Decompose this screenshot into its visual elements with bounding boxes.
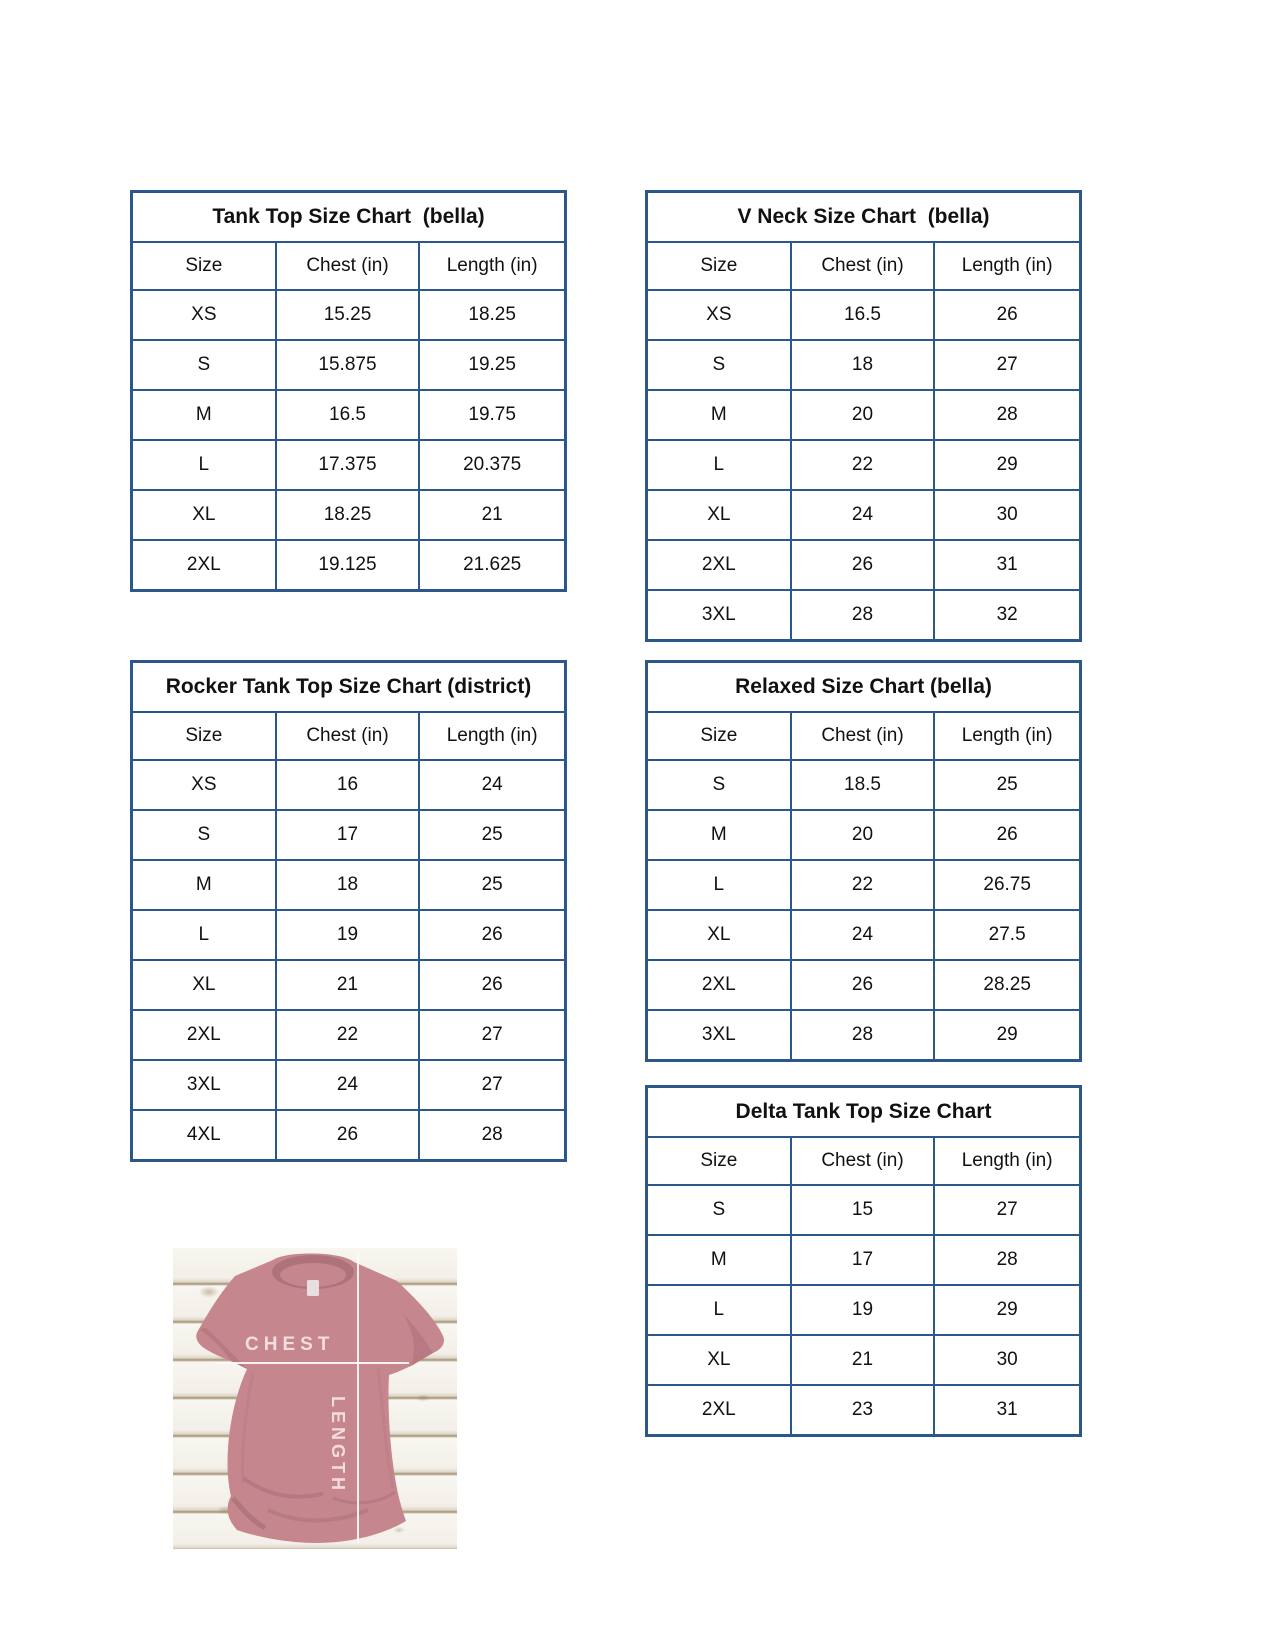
- length-measure-line: [357, 1253, 359, 1543]
- size-cell: 4XL: [133, 1111, 277, 1159]
- column-header: Size: [648, 713, 792, 759]
- length-cell: 24: [481, 774, 503, 795]
- column-header: Chest (in): [792, 713, 936, 759]
- table-header-row: [133, 713, 564, 761]
- table-row: [133, 861, 564, 911]
- chest-cell: 26: [277, 1111, 421, 1159]
- column-header: Length (in): [961, 255, 1053, 276]
- size-cell: S: [648, 1186, 792, 1234]
- table-row: [648, 1011, 1079, 1059]
- size-cell: S: [133, 811, 277, 859]
- size-cell: M: [133, 861, 277, 909]
- length-cell: 32: [996, 604, 1018, 625]
- table-row: [648, 341, 1079, 391]
- length-cell: 27: [481, 1074, 503, 1095]
- table-row: [133, 1061, 564, 1111]
- table-row: [648, 541, 1079, 591]
- column-header: Size: [133, 713, 277, 759]
- length-cell: 19.25: [468, 354, 516, 375]
- chest-cell: 26: [792, 541, 936, 589]
- table-row: [133, 1111, 564, 1159]
- table-row: [648, 1236, 1079, 1286]
- tshirt-measurement-photo: [173, 1248, 457, 1549]
- column-header: Length (in): [961, 725, 1053, 746]
- length-cell: 26: [481, 924, 503, 945]
- chest-cell: 18.25: [277, 491, 421, 539]
- table-title: V Neck Size Chart (bella): [648, 193, 1079, 243]
- column-header: Chest (in): [277, 243, 421, 289]
- column-header: Length (in): [446, 725, 538, 746]
- chest-cell: 17: [792, 1236, 936, 1284]
- chest-cell: 18: [277, 861, 421, 909]
- table-row: [648, 861, 1079, 911]
- chest-cell: 19.125: [277, 541, 421, 589]
- size-cell: M: [648, 391, 792, 439]
- chest-cell: 22: [792, 861, 936, 909]
- chest-cell: 21: [792, 1336, 936, 1384]
- table-row: [648, 961, 1079, 1011]
- column-header: Size: [133, 243, 277, 289]
- length-cell: 25: [481, 824, 503, 845]
- table-row: [133, 911, 564, 961]
- size-cell: S: [133, 341, 277, 389]
- chest-cell: 17.375: [277, 441, 421, 489]
- length-cell: 31: [996, 554, 1018, 575]
- length-cell: 26: [996, 824, 1018, 845]
- table-row: [648, 391, 1079, 441]
- length-cell: 27.5: [988, 924, 1026, 945]
- chest-cell: 19: [792, 1286, 936, 1334]
- table-header-row: [648, 713, 1079, 761]
- table-row: [648, 911, 1079, 961]
- size-cell: L: [133, 911, 277, 959]
- length-cell: 26: [996, 304, 1018, 325]
- size-cell: 2XL: [133, 541, 277, 589]
- table-rocker-tank-top-district: [130, 660, 567, 1162]
- size-cell: M: [648, 811, 792, 859]
- size-cell: XL: [133, 961, 277, 1009]
- chest-cell: 22: [792, 441, 936, 489]
- table-row: [648, 1336, 1079, 1386]
- size-cell: 3XL: [648, 1011, 792, 1059]
- size-cell: 3XL: [648, 591, 792, 639]
- chest-cell: 16: [277, 761, 421, 809]
- column-header: Length (in): [961, 1150, 1053, 1171]
- chest-cell: 20: [792, 811, 936, 859]
- size-cell: S: [648, 341, 792, 389]
- size-cell: XL: [648, 491, 792, 539]
- length-cell: 30: [996, 1349, 1018, 1370]
- length-cell: 27: [481, 1024, 503, 1045]
- length-cell: 28: [481, 1124, 503, 1145]
- size-cell: 3XL: [133, 1061, 277, 1109]
- chest-cell: 21: [277, 961, 421, 1009]
- length-cell: 26.75: [983, 874, 1031, 895]
- table-row: [133, 341, 564, 391]
- column-header: Size: [648, 1138, 792, 1184]
- size-cell: 2XL: [648, 1386, 792, 1434]
- table-row: [133, 441, 564, 491]
- column-header: Size: [648, 243, 792, 289]
- table-row: [133, 1011, 564, 1061]
- length-cell: 25: [481, 874, 503, 895]
- chest-cell: 28: [792, 591, 936, 639]
- size-cell: 2XL: [648, 961, 792, 1009]
- table-title: Tank Top Size Chart (bella): [133, 193, 564, 243]
- length-cell: 29: [996, 1299, 1018, 1320]
- table-row: [133, 811, 564, 861]
- chest-cell: 22: [277, 1011, 421, 1059]
- size-cell: XS: [133, 761, 277, 809]
- chest-cell: 23: [792, 1386, 936, 1434]
- chest-cell: 15.25: [277, 291, 421, 339]
- size-cell: 2XL: [133, 1011, 277, 1059]
- length-cell: 28.25: [983, 974, 1031, 995]
- size-cell: XS: [133, 291, 277, 339]
- length-cell: 21: [481, 504, 503, 525]
- chest-cell: 19: [277, 911, 421, 959]
- chest-label: CHEST: [245, 1334, 335, 1355]
- table-header-row: [133, 243, 564, 291]
- length-cell: 30: [996, 504, 1018, 525]
- chest-measure-line: [215, 1362, 409, 1364]
- size-cell: S: [648, 761, 792, 809]
- table-row: [133, 491, 564, 541]
- chest-cell: 18.5: [792, 761, 936, 809]
- length-cell: 29: [996, 454, 1018, 475]
- chest-cell: 16.5: [792, 291, 936, 339]
- size-cell: M: [648, 1236, 792, 1284]
- length-cell: 20.375: [463, 454, 522, 475]
- table-delta-tank-top: [645, 1085, 1082, 1437]
- table-relaxed-bella: [645, 660, 1082, 1062]
- table-title: Delta Tank Top Size Chart: [648, 1088, 1079, 1138]
- chest-cell: 15: [792, 1186, 936, 1234]
- table-row: [133, 761, 564, 811]
- table-title: Rocker Tank Top Size Chart (district): [133, 663, 564, 713]
- chest-cell: 26: [792, 961, 936, 1009]
- chest-cell: 15.875: [277, 341, 421, 389]
- table-row: [648, 811, 1079, 861]
- length-cell: 26: [481, 974, 503, 995]
- table-row: [133, 291, 564, 341]
- length-cell: 25: [996, 774, 1018, 795]
- table-row: [648, 1286, 1079, 1336]
- column-header: Chest (in): [277, 713, 421, 759]
- column-header: Chest (in): [792, 243, 936, 289]
- size-cell: 2XL: [648, 541, 792, 589]
- chest-cell: 18: [792, 341, 936, 389]
- length-cell: 31: [996, 1399, 1018, 1420]
- size-cell: XL: [133, 491, 277, 539]
- table-tank-top-bella: [130, 190, 567, 592]
- length-cell: 27: [996, 354, 1018, 375]
- length-cell: 19.75: [468, 404, 516, 425]
- size-cell: L: [648, 861, 792, 909]
- table-row: [133, 541, 564, 589]
- size-cell: L: [648, 1286, 792, 1334]
- size-cell: XS: [648, 291, 792, 339]
- length-label: LENGTH: [328, 1396, 348, 1494]
- table-header-row: [648, 243, 1079, 291]
- size-cell: L: [133, 441, 277, 489]
- length-cell: 29: [996, 1024, 1018, 1045]
- table-v-neck-bella: [645, 190, 1082, 642]
- length-cell: 21.625: [463, 554, 522, 575]
- length-cell: 27: [996, 1199, 1018, 1220]
- size-cell: XL: [648, 911, 792, 959]
- length-cell: 18.25: [468, 304, 516, 325]
- chest-cell: 28: [792, 1011, 936, 1059]
- table-row: [648, 491, 1079, 541]
- table-row: [648, 761, 1079, 811]
- table-row: [648, 291, 1079, 341]
- size-cell: L: [648, 441, 792, 489]
- table-row: [648, 1186, 1079, 1236]
- column-header: Chest (in): [792, 1138, 936, 1184]
- length-cell: 28: [996, 1249, 1018, 1270]
- chest-cell: 16.5: [277, 391, 421, 439]
- chest-cell: 24: [792, 491, 936, 539]
- size-cell: XL: [648, 1336, 792, 1384]
- table-row: [648, 591, 1079, 639]
- chest-cell: 24: [277, 1061, 421, 1109]
- table-row: [133, 391, 564, 441]
- tshirt-illustration: [173, 1248, 457, 1549]
- table-header-row: [648, 1138, 1079, 1186]
- length-cell: 28: [996, 404, 1018, 425]
- table-row: [648, 1386, 1079, 1434]
- table-row: [133, 961, 564, 1011]
- chest-cell: 17: [277, 811, 421, 859]
- size-cell: M: [133, 391, 277, 439]
- chest-cell: 20: [792, 391, 936, 439]
- column-header: Length (in): [446, 255, 538, 276]
- table-row: [648, 441, 1079, 491]
- table-title: Relaxed Size Chart (bella): [648, 663, 1079, 713]
- chest-cell: 24: [792, 911, 936, 959]
